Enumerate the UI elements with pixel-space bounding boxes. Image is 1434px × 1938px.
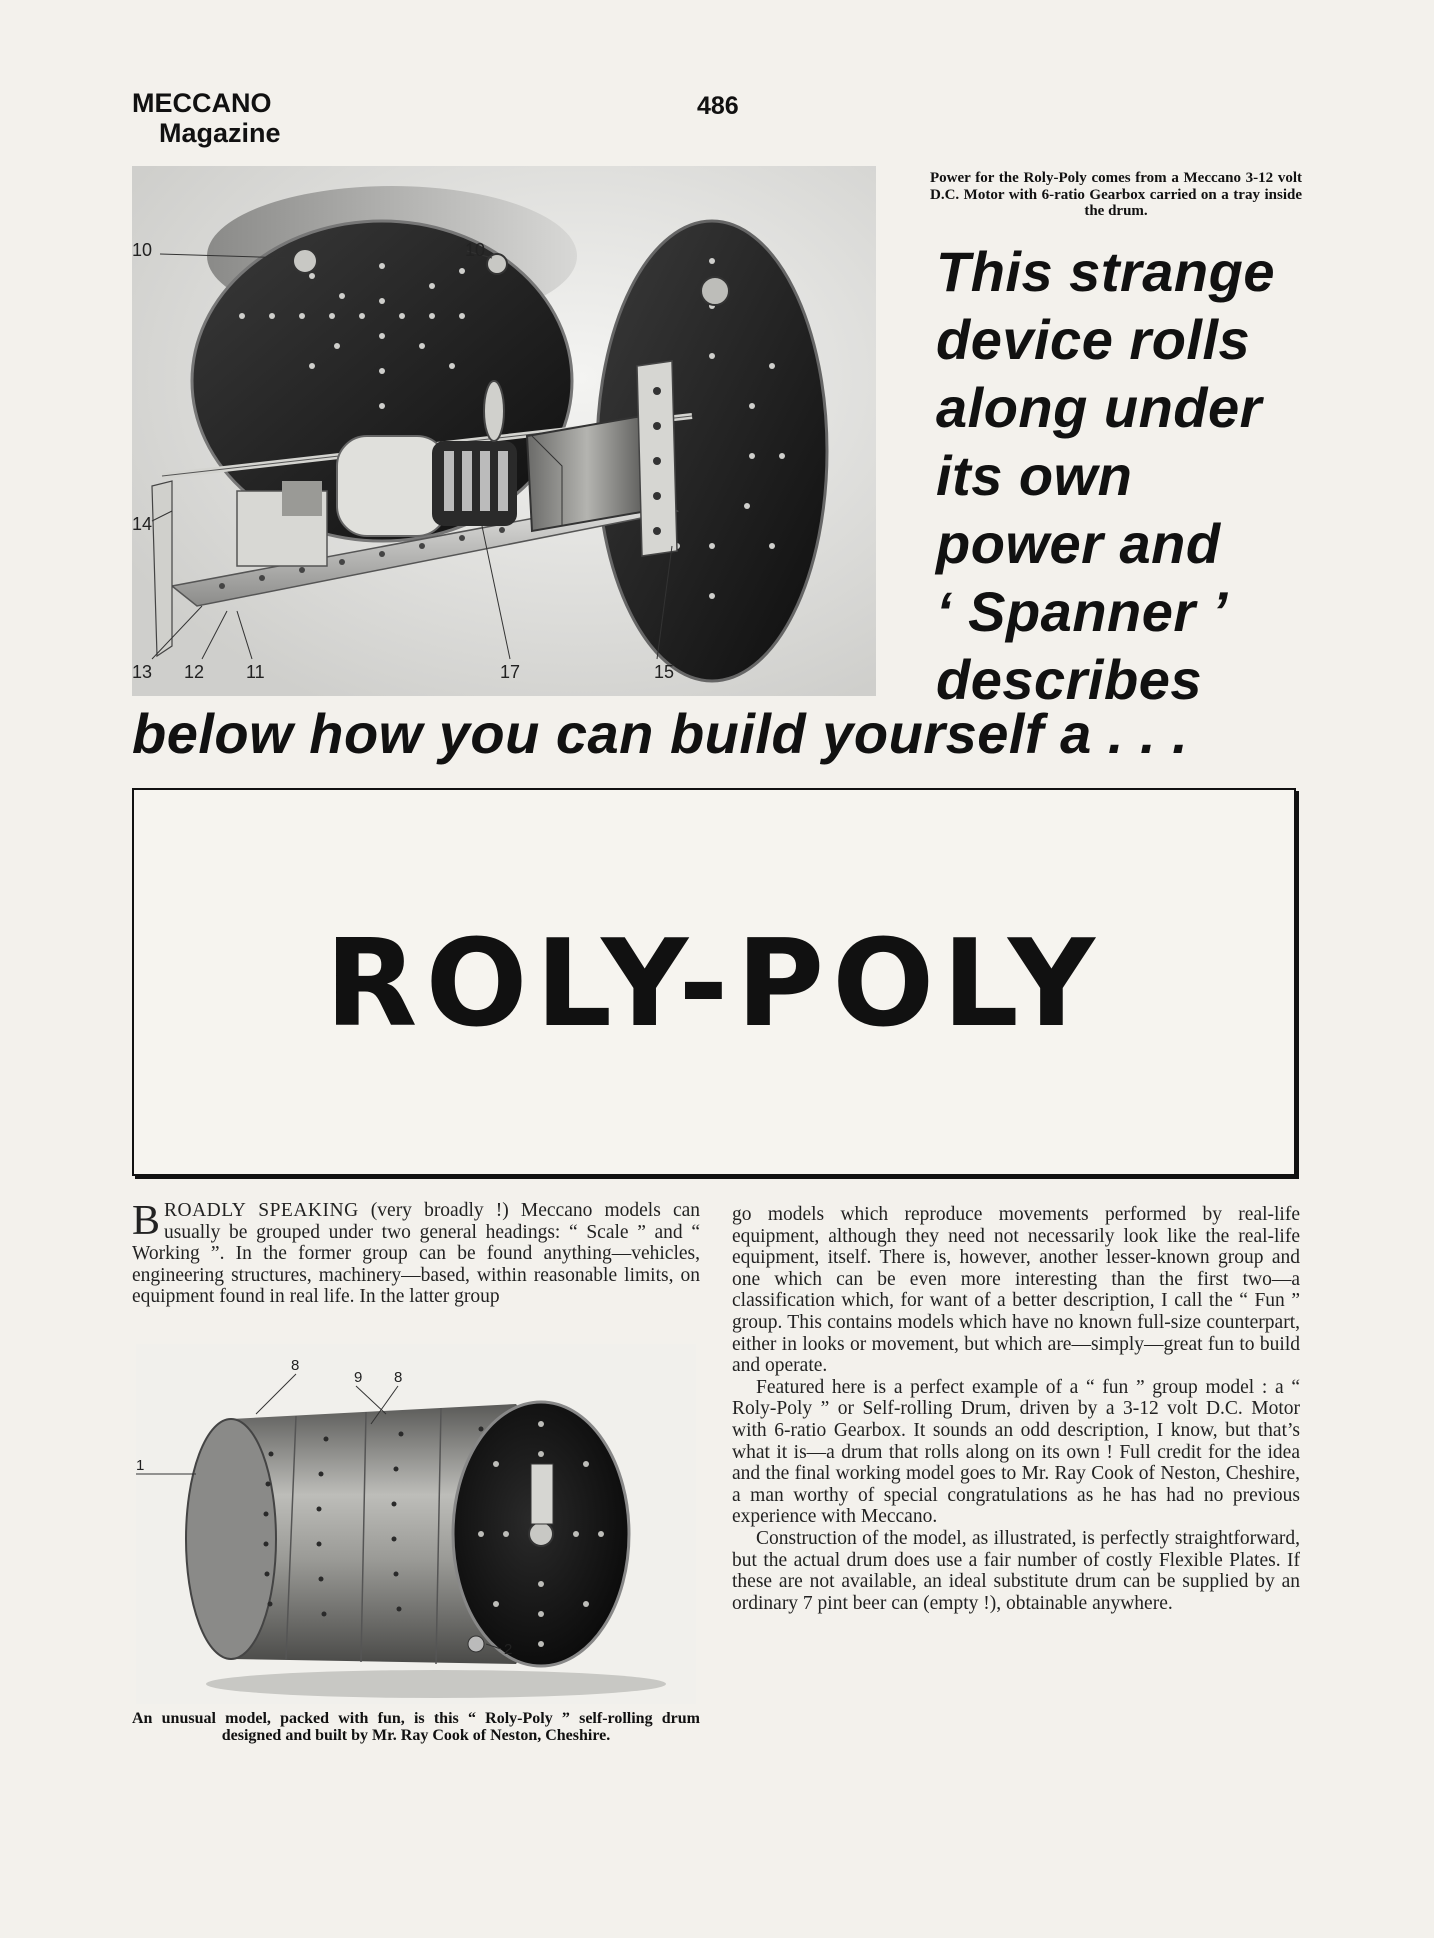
masthead-title: MECCANO bbox=[132, 88, 272, 118]
headline-line: device rolls bbox=[936, 308, 1251, 371]
paragraph: Featured here is a perfect example of a “ fun ” group model : a “ Roly-Poly ” or Self-rolling Drum, driven by a 3-12 volt D.C. Motor with 6-ratio Gearbox. It sounds an odd description, I know, but that’s what it is—a drum that rolls along on its own ! Full credit for the idea and the final working model goes to Mr. Ray Cook of Neston, Cheshire, a man worthy of special congratulations as he has had no previous experience with Meccano. bbox=[732, 1376, 1300, 1528]
headline-line: describes bbox=[936, 648, 1202, 711]
callout-8-left: 8 bbox=[291, 1357, 300, 1374]
callout-13: 13 bbox=[132, 662, 153, 682]
callout-15: 15 bbox=[654, 662, 675, 682]
page-number: 486 bbox=[697, 92, 739, 120]
callout-11: 11 bbox=[246, 662, 265, 682]
article-title: ROLY-POLY bbox=[325, 915, 1103, 1054]
callout-8-right: 8 bbox=[394, 1369, 403, 1386]
left-column bbox=[132, 1200, 700, 1308]
headline-line: its own bbox=[936, 444, 1133, 507]
callout-1: 1 bbox=[136, 1457, 145, 1474]
paragraph: go models which reproduce movements performed by real-life equipment, although they need not necessarily look like the real-life equipment, itself. There is, however, another lesser-known group and one which can be even more interesting than the first two—a classification which, for want of a better description, I call the “ Fun ” group. This contains models which have no known full-size counterpart, either in looks or movement, but which are—simply—great fun to build and operate. bbox=[732, 1204, 1300, 1377]
top-photo-caption: Power for the Roly-Poly comes from a Meccano 3-12 volt D.C. Motor with 6-ratio Gearbox carried on a tray inside the drum. bbox=[930, 170, 1302, 219]
bottom-photo-caption: An unusual model, packed with fun, is this “ Roly-Poly ” self-rolling drum designed and built by Mr. Ray Cook of Neston, Cheshire. bbox=[132, 1710, 700, 1744]
callout-17: 17 bbox=[500, 662, 521, 682]
callout-12: 12 bbox=[184, 662, 205, 682]
paragraph: Construction of the model, as illustrated, is perfectly straightforward, but the actual drum does use a fair number of costly Flexible Plates. If these are not available, an ideal substitute drum can be supplied by an ordinary 7 pint beer can (empty !), obtainable anywhere. bbox=[732, 1527, 1300, 1614]
callout-14: 14 bbox=[132, 514, 153, 534]
callout-10-right: 10 bbox=[465, 240, 486, 260]
masthead-subtitle: Magazine bbox=[159, 118, 281, 148]
headline-line: This strange bbox=[936, 240, 1275, 303]
masthead bbox=[132, 88, 281, 148]
callout-10-left: 10 bbox=[132, 240, 153, 260]
right-column bbox=[732, 1204, 1300, 1614]
motor-drum-photo bbox=[132, 166, 876, 696]
headline-line: along under bbox=[936, 376, 1262, 439]
body-text: (very broadly !) Meccano models can usually be grouped under two general headings: “ Scale ” and “ Working ”. In the former group can be found anything—vehicles, engineering structures, machinery—based, within reasonable limits, on equipment found in real life. In the latter group bbox=[132, 1200, 701, 1308]
title-box bbox=[132, 788, 1296, 1176]
headline-line: ‘ Spanner ’ bbox=[936, 580, 1228, 643]
lead-in: ROADLY SPEAKING bbox=[164, 1200, 359, 1221]
headline bbox=[936, 238, 1275, 714]
headline-line: power and bbox=[936, 512, 1221, 575]
roly-poly-drum-photo bbox=[136, 1344, 696, 1704]
headline-final-line: below how you can build yourself a . . . bbox=[132, 702, 1189, 765]
callout-2: 2 bbox=[504, 1641, 513, 1658]
callout-9: 9 bbox=[354, 1369, 363, 1386]
drop-cap: B bbox=[132, 1198, 161, 1244]
